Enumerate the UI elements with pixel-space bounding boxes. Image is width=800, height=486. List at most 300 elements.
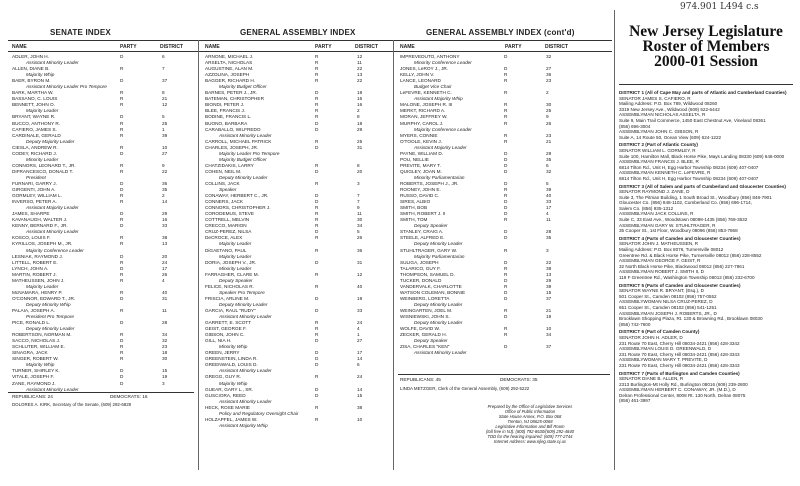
district-line: 6814 Tilton Rd., Unit H, Egg Harbor Township 08234 (609) 407-0407 [619, 175, 759, 181]
member-title: Majority Budget Officer [219, 156, 267, 162]
member-name: KOSCO, LOUIS F. [12, 235, 51, 241]
member-name: MYERS, CONNIE [400, 132, 438, 138]
member-party: R [120, 277, 124, 283]
member-district: 22 [162, 168, 168, 174]
member-name: WATSON COLEMAN, BONNIE [400, 289, 466, 295]
member-name: ZISA, CHARLES "KEN" [400, 344, 450, 350]
member-title: Assistant Minority Leader [219, 314, 272, 320]
member-party: R [504, 271, 508, 277]
member-district: 27 [357, 338, 363, 344]
member-name: FRISCIA, ARLINE M. [205, 295, 250, 301]
member-party: R [120, 168, 124, 174]
member-name: GILL, NIA H. [205, 338, 232, 344]
district-line: 231 Route 70 East, Cherry Hill 08034-2421 (856) 428-3343 [619, 362, 740, 368]
member-district: 8 [357, 114, 360, 120]
member-district: 36 [357, 247, 363, 253]
member-party: R [315, 108, 319, 114]
member-name: FELICE, NICHOLAS R. [205, 283, 254, 289]
district-heading: DISTRICT 4 (Parts of Camden and Gloucester Counties) [619, 235, 741, 241]
divider-1 [198, 40, 199, 470]
assembly-cont-party-head: PARTY [505, 44, 522, 50]
member-title: Deputy Minority Leader [414, 320, 463, 326]
member-party: R [504, 114, 508, 120]
member-name: BATEMAN, CHRISTOPHER [205, 96, 264, 102]
member-name: PREVITE, MARY T. [400, 162, 441, 168]
senate-republicans-total: REPUBLICANS: 24 [12, 394, 53, 399]
member-district: 16 [162, 217, 168, 223]
district-line: ASSEMBLYWOMAN MARY T. PREVITE, D [619, 357, 708, 363]
member-party: D [504, 180, 508, 186]
member-district: 25 [546, 108, 552, 114]
member-district: 30 [162, 356, 168, 362]
member-district: 22 [546, 259, 552, 265]
member-district: 12 [357, 54, 363, 59]
member-party: D [315, 229, 319, 235]
member-party: R [315, 60, 319, 66]
member-title: Majority Whip [26, 72, 55, 78]
member-party: R [315, 283, 319, 289]
member-title: Deputy Minority Leader [414, 301, 463, 307]
member-district: 5 [162, 114, 165, 120]
member-district: 26 [546, 120, 552, 126]
member-title: Deputy Minority Whip [26, 301, 71, 307]
district-line: ASSEMBLYMAN JOSEPH J. ROBERTS, JR., D [619, 310, 717, 316]
member-title: Majority Whip [219, 380, 248, 386]
member-party: R [120, 307, 124, 313]
member-party: D [120, 211, 124, 217]
senate-header: SENATE INDEX [50, 28, 111, 37]
member-district: 18 [357, 120, 363, 126]
member-name: ALLEN, DIANE B. [12, 66, 50, 72]
member-party: D [120, 114, 124, 120]
district-line: (856) 696-3004 [619, 123, 651, 129]
district-line: ASSEMBLYMAN GARY W. STUHLTRAGER, R [619, 222, 716, 228]
member-district: 11 [357, 211, 362, 217]
member-party: R [120, 193, 124, 199]
member-district: 28 [162, 320, 168, 326]
member-name: LYNCH, JOHN A. [12, 265, 49, 271]
member-title: Majority Parliamentarian [414, 253, 465, 259]
member-district: 39 [546, 187, 552, 193]
member-name: WISNIEWSKI, JOHN S. [400, 314, 450, 320]
member-district: 40 [546, 193, 552, 199]
member-title: Majority Budget Officer [219, 84, 267, 90]
senate-index-list [12, 54, 192, 393]
member-name: ZANE, RAYMOND J. [12, 380, 56, 386]
member-party: R [315, 404, 319, 410]
district-line: ASSEMBLYMAN LOUIS D. GREENWALD, D [619, 346, 712, 352]
member-name: IMPREVEDUTO, ANTHONY [400, 54, 460, 59]
member-title: Majority Leader [26, 108, 59, 114]
member-name: CONNORS, LEONARD T., JR. [12, 162, 76, 168]
assembly-index-list [205, 54, 387, 429]
district-line: Mailing Address: P.O. Box 789, Wildwood 08260 [619, 101, 718, 107]
member-title: Minority Whip [219, 344, 248, 350]
member-party: R [504, 247, 508, 253]
member-name: TURNER, SHIRLEY K. [12, 368, 60, 374]
member-party: R [120, 350, 124, 356]
assembly-totals-rule [398, 374, 610, 375]
district-line: 501 Cooper St., Camden 08102 (856) 757-0552 [619, 293, 717, 299]
member-name: ADLER, JOHN H. [12, 54, 49, 59]
member-district: 6 [546, 162, 549, 168]
member-title: Majority Conference Leader [26, 247, 84, 253]
member-party: R [120, 344, 124, 350]
member-name: BARNES, PETER J., JR. [205, 90, 258, 96]
member-name: CONAWAY, HERBERT C., JR. [205, 193, 269, 199]
member-district: 5 [357, 229, 360, 235]
member-name: GARCIA, RAUL "RUDY" [205, 307, 256, 313]
member-district: 15 [546, 289, 552, 295]
member-party: D [120, 187, 124, 193]
member-district: 32 [546, 54, 552, 59]
member-party: R [120, 144, 124, 150]
member-district: 24 [357, 320, 363, 326]
member-name: GREGG, GUY R. [205, 374, 242, 380]
member-party: D [315, 338, 319, 344]
member-name: KELLY, JOHN V. [400, 72, 435, 78]
member-title: Assistant Majority Whip [219, 422, 268, 428]
member-name: CRUZ-PEREZ, NILSA [205, 229, 252, 235]
member-party: R [504, 132, 508, 138]
district-heading: DISTRICT 1 (All of Cape May and parts of Atlantic and Cumberland Counties) [619, 90, 787, 95]
member-party: R [315, 162, 319, 168]
member-district: 21 [546, 138, 552, 144]
member-district: 19 [162, 374, 168, 380]
member-district: 35 [546, 235, 552, 241]
member-party: R [504, 108, 508, 114]
member-name: COHEN, NEIL M. [205, 168, 242, 174]
member-title: Speaker [219, 187, 237, 193]
member-name: BUCCO, ANTHONY R. [12, 120, 61, 126]
district-line: Delran Professional Center, 8008 Rt. 130 North, Delran 08075 [619, 392, 746, 398]
member-party: R [120, 132, 124, 138]
member-party: D [315, 199, 319, 205]
assembly-district-head: DISTRICT [355, 44, 379, 50]
member-title: Budget Vice Chair [414, 84, 452, 90]
member-party: R [315, 54, 319, 59]
member-party: D [120, 78, 124, 84]
member-title: Speaker Pro Tempore [219, 289, 265, 295]
senate-secretary: DOLORES A. KIRK, Secretary of the Senate, (609) 292-6828 [12, 402, 132, 407]
member-name: ARNONE, MICHAEL J. [205, 54, 254, 59]
footer-line: Trenton, NJ 08625-0068 [507, 419, 553, 424]
member-party: R [504, 90, 508, 96]
member-party: R [315, 235, 319, 241]
district-line: SENATOR DIANE B. ALLEN, R [619, 376, 684, 382]
district-line: (856) 461-3997 [619, 398, 651, 404]
member-party: R [504, 78, 508, 84]
member-title: Minority Conference Leader [414, 60, 472, 66]
member-party: R [504, 283, 508, 289]
member-district: 30 [357, 217, 363, 223]
member-title: Majority Whip [26, 362, 55, 368]
member-party: D [315, 168, 319, 174]
member-district: 7 [357, 199, 360, 205]
member-name: BIONDI, PETER J. [205, 102, 245, 108]
member-district: 9 [357, 205, 360, 211]
district-heading: DISTRICT 7 (Parts of Burlington and Camden Counties) [619, 370, 740, 376]
member-name: KYRILLOS, JOSEPH M., JR. [12, 241, 73, 247]
member-name: VITALE, JOSEPH F. [12, 374, 55, 380]
member-name: STEELE, ALFRED E. [400, 235, 445, 241]
member-name: TALARICO, GUY F. [400, 265, 441, 271]
member-party: D [120, 374, 124, 380]
assembly-cont-name-head: NAME [400, 44, 415, 50]
member-party: R [315, 374, 319, 380]
member-title: Majority Leader [219, 241, 252, 247]
district-gap [619, 404, 795, 406]
member-name: O'TOOLE, KEVIN J. [400, 138, 442, 144]
member-name: LeFEVRE, KENNETH C. [400, 90, 452, 96]
member-district: 24 [162, 259, 168, 265]
member-party: D [315, 126, 319, 132]
member-district: 37 [546, 344, 552, 350]
member-district: 29 [546, 150, 552, 156]
member-party: R [120, 162, 124, 168]
member-name: LITTELL, ROBERT E. [12, 259, 58, 265]
member-party: D [315, 144, 319, 150]
footer-line: State House Annex, P.O. Box 068 [498, 414, 562, 419]
member-name: GUEAR, GARY L., SR. [205, 386, 254, 392]
member-district: 22 [357, 78, 363, 84]
member-name: HECK, ROSE MARIE [205, 404, 251, 410]
member-district: 29 [357, 126, 363, 132]
member-district: 25 [357, 138, 363, 144]
member-district: 21 [546, 307, 552, 313]
member-party: R [504, 138, 508, 144]
member-party: R [315, 332, 319, 338]
member-name: GREEN, JERRY [205, 350, 240, 356]
district-line: ASSEMBLYMAN KENNETH C. LeFEVRE, R [619, 170, 711, 176]
member-party: D [504, 295, 508, 301]
member-name: PICE, RONALD L. [12, 320, 51, 326]
member-name: AUGUSTINE, ALAN M. [205, 66, 254, 72]
member-district: 14 [162, 199, 168, 205]
member-party: D [504, 162, 508, 168]
member-title: Deputy Minority Leader [219, 174, 268, 180]
member-name: CIESLA, ANDREW R. [12, 144, 58, 150]
member-district: 26 [162, 271, 168, 277]
member-district: 9 [546, 114, 549, 120]
district-line: Suite C, 33 East Ave., Woodstown 08098-1435 (856) 769-3632 [619, 217, 748, 223]
district-line: 231 Route 70 East, Cherry Hill 08034-2421 (856) 428-3343 [619, 351, 740, 357]
member-district: 23 [546, 78, 552, 84]
member-name: DIFRANCESCO, DONALD T. [12, 168, 74, 174]
member-name: KAVANAUGH, WALTER J. [12, 217, 68, 223]
member-district: 16 [357, 102, 363, 108]
member-name: MARTIN, ROBERT J. [12, 271, 57, 277]
member-party: D [504, 168, 508, 174]
member-name: ROBERTS, JOSEPH J., JR. [400, 180, 459, 186]
member-name: CODEY, RICHARD J. [12, 150, 57, 156]
district-line: SENATOR WILLIAM L. GORMLEY, R [619, 147, 696, 153]
title-line-2: Roster of Members [642, 38, 770, 55]
assembly-name-head: NAME [205, 44, 220, 50]
member-name: MALONE, JOSEPH R. III [400, 102, 453, 108]
member-district: 31 [357, 144, 363, 150]
member-name: LESNIAK, RAYMOND J. [12, 253, 63, 259]
assembly-cont-header: GENERAL ASSEMBLY INDEX (cont'd) [426, 28, 575, 37]
assembly-clerk: LINDA METZGER, Clerk of the General Assembly, (609) 292-5222 [400, 386, 530, 391]
member-name: BENNETT, JOHN O. [12, 102, 55, 108]
district-line: SENATOR JOHN J. MATHEUSSEN, R [619, 241, 699, 247]
member-title: Majority Leader [26, 283, 59, 289]
member-name: SINAGRA, JACK [12, 350, 48, 356]
member-party: D [504, 289, 508, 295]
member-title: Majority Leader [219, 253, 252, 259]
member-name: FURNARI, GARRY J. [12, 180, 57, 186]
member-district: 31 [357, 259, 363, 265]
member-district: 17 [357, 350, 363, 356]
member-name: LANCE, LEONARD [400, 78, 441, 84]
top-rule [8, 40, 612, 41]
member-district: 27 [546, 66, 552, 72]
footer-line: Prepared by the Office of Legislative Services [487, 404, 573, 409]
member-name: SIRES, ALBIO [400, 199, 431, 205]
member-party: D [315, 392, 319, 398]
footer-line: TDD for the hearing impaired: (609) 777-2744 [487, 434, 573, 439]
district-line: ASSEMBLYMAN NICHOLAS ASSELTA, R [619, 112, 706, 118]
member-district: 15 [357, 392, 363, 398]
member-name: BAGGER, RICHARD H. [205, 78, 256, 84]
member-name: VANDERVALK, CHARLOTTE [400, 283, 462, 289]
member-name: TUCKER, DONALD [400, 277, 442, 283]
member-party: R [120, 96, 124, 102]
member-name: SMITH, TOM [400, 217, 428, 223]
divider-3 [614, 10, 615, 470]
member-party: R [120, 199, 124, 205]
member-name: CARABALLO, WILFREDO [205, 126, 261, 132]
member-party: D [315, 295, 319, 301]
member-district: 11 [357, 60, 362, 66]
member-party: R [315, 96, 319, 102]
member-title: Minority Leader [219, 265, 252, 271]
member-title: Majority Leader Pro Tempore [219, 150, 280, 156]
member-district: 12 [162, 102, 168, 108]
member-district: 8 [162, 90, 165, 96]
member-district: 1 [162, 126, 165, 132]
member-party: R [315, 138, 319, 144]
member-name: BARK, MARTHA W. [12, 90, 54, 96]
district-line: Mailing Address: P.O. Box 8076, Turnersville 08012 [619, 247, 724, 253]
member-party: R [120, 217, 124, 223]
member-name: CORODEMUS, STEVE [205, 211, 254, 217]
assembly-header: GENERAL ASSEMBLY INDEX [240, 28, 356, 37]
assembly-democrats-total: DEMOCRATS: 35 [500, 377, 538, 382]
member-name: ROONEY, JOHN E. [400, 187, 441, 193]
member-district: 29 [162, 211, 168, 217]
member-party: R [120, 289, 124, 295]
member-name: KENNY, BERNARD F., JR. [12, 223, 68, 229]
member-name: BASSANO, C. LOUIS [12, 96, 58, 102]
member-district: 18 [162, 350, 168, 356]
member-district: 2 [162, 193, 165, 199]
member-name: BLEE, FRANCIS J. [205, 108, 246, 114]
footer-line: (toll free in NJ): (800) 792-8630/(609) 292-4840 [486, 429, 574, 434]
member-district: 17 [162, 265, 168, 271]
member-name: ROBERTSON, NORMAN M. [12, 332, 72, 338]
member-title: Assistant Minority Leader [26, 60, 79, 66]
member-name: GIRGENTI, JOHN A. [12, 187, 56, 193]
member-name: STUHLTRAGER, GARY W. [400, 247, 458, 253]
member-name: DeCROCE, ALEX [205, 235, 243, 241]
member-name: THOMPSON, SAMUEL D. [400, 271, 455, 277]
member-party: R [504, 72, 508, 78]
title-line-1: New Jersey Legislature [629, 23, 783, 40]
member-district: 4 [546, 211, 549, 217]
member-party: D [504, 66, 508, 72]
member-district: 22 [357, 66, 363, 72]
member-name: JAMES, SHARPE [12, 211, 50, 217]
member-district: 34 [546, 332, 552, 338]
roster-title [619, 24, 793, 69]
member-title: Assistant Minority Leader Pro Tempore [26, 84, 107, 90]
district-heading: DISTRICT 5 (Parts of Camden and Gloucester Counties) [619, 282, 741, 288]
member-name: DORIA, JOSEPH V., JR. [205, 259, 257, 265]
member-title: Majority Conference Leader [414, 126, 472, 132]
district-line: ASSEMBLYMAN JOHN C. GIBSON, R [619, 129, 699, 135]
member-party: R [504, 187, 508, 193]
member-district: 20 [357, 168, 363, 174]
member-title-row [205, 423, 387, 429]
member-name: PAYNE, WILLIAM D. [400, 150, 444, 156]
divider-2 [393, 40, 394, 470]
member-district: 3 [357, 180, 360, 186]
district-line: Suite 9, Main Trail Commerce, 1450 East Chestnut Ave, Vineland 08361 [619, 117, 766, 123]
district-line: SENATOR JOHN H. ADLER, D [619, 334, 683, 340]
member-party: D [504, 205, 508, 211]
member-name: MATHEUSSEN, JOHN J. [12, 277, 65, 283]
senate-democrats-total: DEMOCRATS: 16 [110, 394, 148, 399]
member-party: R [315, 271, 319, 277]
member-party: D [315, 90, 319, 96]
member-party: R [120, 259, 124, 265]
member-party: D [315, 120, 319, 126]
member-district: 29 [546, 277, 552, 283]
member-district: 21 [162, 96, 168, 102]
member-party: D [120, 253, 124, 259]
member-party: R [315, 72, 319, 78]
member-title: Assistant Majority Leader [414, 144, 467, 150]
member-title: Deputy Minority Leader [219, 301, 268, 307]
member-district: 35 [162, 187, 168, 193]
district-line: Brooklawn Shopping Plaza, Rt. 130 & Browning Rd., Brooklawn 08030 [619, 316, 763, 322]
member-district: 4 [162, 277, 165, 283]
member-party: R [120, 332, 124, 338]
member-district: 24 [357, 374, 363, 380]
member-party: D [315, 356, 319, 362]
member-party: R [120, 241, 124, 247]
member-title: Deputy Majority Leader [26, 138, 75, 144]
col-head-rule [8, 51, 612, 52]
member-district: 11 [162, 307, 167, 313]
member-name: FARRAGHER, CLARE M. [205, 271, 259, 277]
member-name: BAER, BYRON M. [12, 78, 51, 84]
member-name: SACCO, NICHOLAS J. [12, 338, 61, 344]
member-name: POU, NELLIE [400, 156, 429, 162]
district-line: SENATOR RAYMOND J. ZANE, D [619, 189, 690, 195]
member-district: 5 [546, 180, 549, 186]
member-party: R [315, 320, 319, 326]
member-party: D [504, 344, 508, 350]
member-party: D [120, 150, 124, 156]
member-title: Minority Parliamentarian [414, 174, 465, 180]
member-title: President Pro Tempore [26, 314, 75, 320]
district-heading: DISTRICT 3 (All of Salem and parts of Cumberland and Gloucester Counties) [619, 183, 786, 189]
member-district: 6 [162, 54, 165, 59]
member-name: AZZOLINA, JOSEPH [205, 72, 250, 78]
